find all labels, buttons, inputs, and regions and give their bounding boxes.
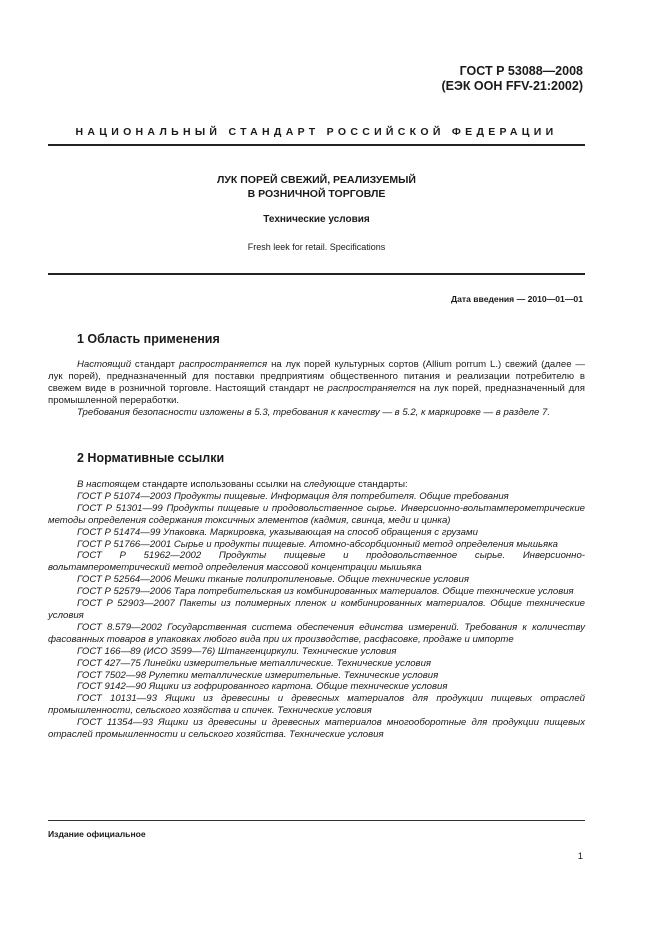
reference-text: ГОСТ 11354—93 Ящики из древесины и древесных материалов многооборотные для продукции пищевых отраслей промышленности и сельского хозяйства. Технические условия (48, 717, 585, 741)
reference-text: ГОСТ Р 52903—2007 Пакеты из полимерных пленок и комбинированных материалов. Общие технические условия (48, 598, 585, 621)
scope-text-a: Настоящий (77, 359, 132, 370)
reference-item (48, 670, 585, 682)
reference-text: ГОСТ Р 51301—99 Продукты пищевые и продовольственное сырье. Инверсионно-вольтамперометрические методы определения содержания токсичных элементов (кадмия, свинца, меди и цинка) (48, 502, 585, 526)
reference-text: ГОСТ 8.579—2002 Государственная система обеспечения единства измерений. Требования к количеству фасованных товаров в упаковках любого вида при их производстве, расфасовке, продаже и импорте (48, 621, 585, 645)
refs-intro-a: В настоящем (77, 479, 140, 490)
scope-text-b: стандарт (131, 359, 179, 370)
reference-item (48, 574, 585, 586)
reference-text: ГОСТ 9142—90 Ящики из гофрированного картона. Общие технические условия (77, 681, 448, 693)
reference-text: ГОСТ Р 51474—99 Упаковка. Маркировка, указывающая на способ обращения с грузами (77, 526, 478, 538)
reference-item (48, 503, 585, 527)
reference-item (48, 598, 585, 622)
scope-paragraph (48, 359, 585, 407)
section-1-heading: 1 Область применения (77, 332, 220, 346)
unece-reference: (ЕЭК ООН FFV-21:2002) (441, 79, 583, 93)
scope-text-c: распространяется (178, 359, 268, 370)
reference-text: ГОСТ 427—75 Линейки измерительные металлические. Технические условия (77, 657, 432, 669)
reference-text: ГОСТ 166—89 (ИСО 3599—76) Штангенциркули. Технические условия (77, 645, 397, 657)
reference-item (48, 550, 585, 574)
reference-item (48, 539, 585, 551)
introduction-date: Дата введения — 2010—01—01 (450, 294, 583, 304)
gost-designation (441, 64, 583, 94)
reference-item (48, 491, 585, 503)
title-divider (48, 273, 585, 275)
national-standard-banner: НАЦИОНАЛЬНЫЙ СТАНДАРТ РОССИЙСКОЙ ФЕДЕРАЦИИ (75, 126, 558, 138)
refs-intro-c: следующие (303, 479, 356, 490)
section-2-body (48, 479, 585, 741)
reference-item (48, 586, 585, 598)
document-subtitle: Технические условия (263, 214, 370, 225)
scope-text-d: на лук порей культурных сортов (Allium porrum L.) свежий (далее — лук порей), предназначенный для поставки предприятиям общественного питания и реализации потребителю в свежем виде в розничной торговле. Настоящий стандарт не (48, 359, 586, 394)
gost-number: ГОСТ Р 53088—2008 (459, 64, 583, 78)
title-line-2: В РОЗНИЧНОЙ ТОРГОВЛЕ (247, 188, 386, 200)
english-title: Fresh leek for retail. Specifications (247, 242, 386, 252)
reference-item (48, 681, 585, 693)
section-1-body (48, 359, 585, 419)
reference-text: ГОСТ Р 51962—2002 Продукты пищевые и продовольственное сырье. Инверсионно-вольтамперометрический метод определения массовой концентрации мышьяка (48, 550, 585, 574)
section-2-heading: 2 Нормативные ссылки (77, 451, 225, 465)
reference-item (48, 717, 585, 741)
reference-text: ГОСТ 7502—98 Рулетки металлические измерительные. Технические условия (77, 669, 439, 681)
official-edition-label: Издание официальное (48, 829, 146, 839)
title-line-1: ЛУК ПОРЕЙ СВЕЖИЙ, РЕАЛИЗУЕМЫЙ (217, 174, 416, 186)
requirements-text: Требования безопасности изложены в 5.3, требования к качеству — в 5.2, к маркировке — в разделе 7. (77, 406, 550, 418)
reference-text: ГОСТ Р 52564—2006 Мешки тканые полипропиленовые. Общие технические условия (77, 574, 470, 586)
page-number: 1 (577, 851, 583, 862)
scope-text-e: распространяется (327, 382, 416, 394)
scope-text-f: на лук порей, предназначенный для промышленной переработки. (48, 382, 585, 406)
reference-text: ГОСТ Р 52579—2006 Тара потребительская из комбинированных материалов. Общие технические условия (77, 586, 574, 598)
reference-text: ГОСТ Р 51766—2001 Сырье и продукты пищевые. Атомно-абсорбционный метод определения мышьяка (77, 538, 559, 550)
document-title (48, 173, 585, 201)
reference-text: ГОСТ 10131—93 Ящики из древесины и древесных материалов для продукции пищевых отраслей промышленности, сельского хозяйства и спичек. Технические условия (48, 693, 585, 717)
refs-intro-b: стандарте использованы ссылки на (139, 479, 304, 490)
reference-item (48, 622, 585, 646)
footer-divider (48, 820, 585, 821)
header-divider (48, 144, 585, 146)
requirements-paragraph (48, 407, 585, 419)
reference-item (48, 527, 585, 539)
references-intro (48, 479, 585, 491)
reference-item (48, 658, 585, 670)
reference-item (48, 646, 585, 658)
refs-intro-d: стандарты: (355, 479, 408, 490)
reference-item (48, 693, 585, 717)
reference-text: ГОСТ Р 51074—2003 Продукты пищевые. Информация для потребителя. Общие требования (77, 490, 509, 502)
